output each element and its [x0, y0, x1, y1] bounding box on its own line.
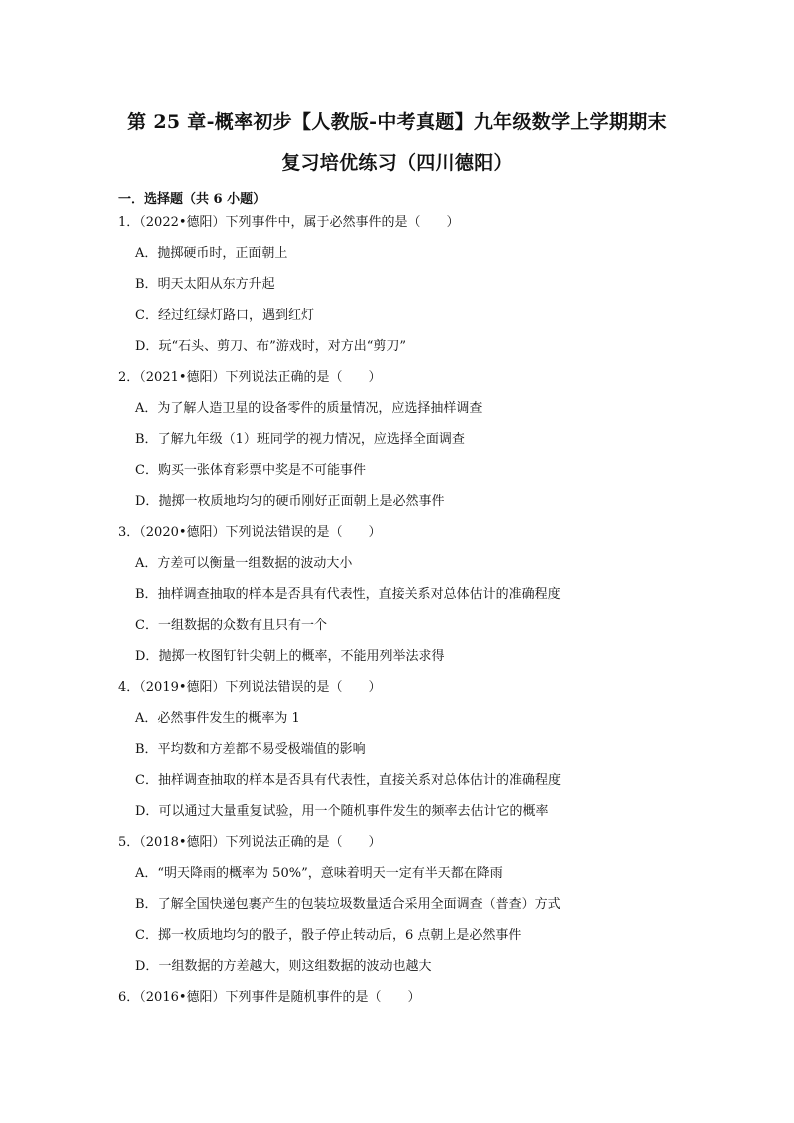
option-letter: A． — [135, 866, 158, 881]
option-letter: B． — [135, 277, 158, 292]
document-title-line-1: 第 25 章-概率初步【人教版-中考真题】九年级数学上学期期末 — [127, 111, 667, 133]
question-source: （2021•德阳） — [139, 370, 226, 385]
question-5 — [118, 833, 718, 864]
option-letter: A． — [135, 556, 158, 571]
question-5-option-d — [118, 957, 718, 988]
option-text: “明天降雨的概率为 50%”，意味着明天一定有半天都在降雨 — [157, 866, 503, 881]
question-4 — [118, 678, 718, 709]
option-letter: A． — [135, 401, 158, 416]
option-letter: C． — [135, 928, 158, 943]
question-2-option-a — [118, 399, 718, 430]
question-1 — [118, 213, 718, 244]
question-2-option-b — [118, 430, 718, 461]
question-5-option-b — [118, 895, 718, 926]
option-text: 必然事件发生的概率为 1 — [157, 711, 300, 726]
option-letter: C． — [135, 463, 158, 478]
question-3 — [118, 523, 718, 554]
question-3-option-b — [118, 585, 718, 616]
question-5-option-a — [118, 864, 718, 895]
question-3-option-c — [118, 616, 718, 647]
question-4-option-d — [118, 802, 718, 833]
option-text: 抛掷一枚图钉针尖朝上的概率，不能用列举法求得 — [158, 649, 445, 664]
option-text: 一组数据的方差越大，则这组数据的波动也越大 — [158, 959, 432, 974]
option-letter: D． — [135, 649, 159, 664]
option-text: 可以通过大量重复试验，用一个随机事件发生的频率去估计它的概率 — [158, 804, 549, 819]
option-text: 抛掷一枚质地均匀的硬币刚好正面朝上是必然事件 — [158, 494, 445, 509]
question-source: （2018•德阳） — [139, 835, 226, 850]
option-text: 掷一枚质地均匀的骰子，骰子停止转动后，6 点朝上是必然事件 — [157, 928, 522, 943]
question-4-option-b — [118, 740, 718, 771]
question-number: 2． — [118, 370, 140, 385]
question-2 — [118, 368, 718, 399]
option-letter: D． — [135, 959, 159, 974]
option-text: 抽样调查抽取的样本是否具有代表性，直接关系对总体估计的准确程度 — [157, 587, 561, 602]
option-letter: D． — [135, 339, 159, 354]
option-text: 平均数和方差都不易受极端值的影响 — [157, 742, 366, 757]
option-letter: A． — [135, 711, 158, 726]
option-letter: A． — [135, 246, 158, 261]
question-stem: 下列说法正确的是（ ） — [225, 370, 382, 385]
option-letter: D． — [135, 494, 159, 509]
question-stem: 下列说法正确的是（ ） — [225, 835, 382, 850]
question-stem: 下列说法错误的是（ ） — [225, 680, 382, 695]
question-3-option-d — [118, 647, 718, 678]
option-text: 抛掷硬币时，正面朝上 — [157, 246, 288, 261]
document-title-line-2: 复习培优练习（四川德阳） — [281, 152, 513, 174]
question-3-option-a — [118, 554, 718, 585]
option-letter: B． — [135, 432, 158, 447]
question-2-option-c — [118, 461, 718, 492]
question-source: （2022•德阳） — [139, 215, 226, 230]
option-letter: C． — [135, 618, 158, 633]
question-2-option-d — [118, 492, 718, 523]
question-source: （2019•德阳） — [139, 680, 226, 695]
option-letter: B． — [135, 742, 158, 757]
option-text: 玩“石头、剪刀、布”游戏时，对方出“剪刀” — [158, 339, 407, 354]
option-letter: C． — [135, 308, 158, 323]
option-letter: B． — [135, 897, 158, 912]
question-4-option-a — [118, 709, 718, 740]
option-text: 为了解人造卫星的设备零件的质量情况，应选择抽样调查 — [157, 401, 483, 416]
option-text: 抽样调查抽取的样本是否具有代表性，直接关系对总体估计的准确程度 — [157, 773, 561, 788]
option-text: 了解九年级（1）班同学的视力情况，应选择全面调查 — [157, 432, 465, 447]
question-number: 6． — [118, 990, 140, 1005]
question-1-option-d — [118, 337, 718, 368]
section-heading: 一．选择题（共 6 小题） — [118, 192, 267, 207]
question-number: 4． — [118, 680, 140, 695]
question-source: （2020•德阳） — [139, 525, 226, 540]
question-1-option-b — [118, 275, 718, 306]
question-4-option-c — [118, 771, 718, 802]
question-6 — [118, 988, 718, 1019]
option-text: 明天太阳从东方升起 — [157, 277, 275, 292]
question-number: 1． — [118, 215, 140, 230]
question-source: （2016•德阳） — [139, 990, 226, 1005]
question-5-option-c — [118, 926, 718, 957]
question-number: 5． — [118, 835, 140, 850]
question-list — [118, 213, 718, 1019]
question-number: 3． — [118, 525, 140, 540]
option-text: 购买一张体育彩票中奖是不可能事件 — [157, 463, 366, 478]
option-text: 一组数据的众数有且只有一个 — [157, 618, 327, 633]
option-text: 了解全国快递包裹产生的包装垃圾数量适合采用全面调查（普查）方式 — [157, 897, 561, 912]
option-text: 方差可以衡量一组数据的波动大小 — [157, 556, 353, 571]
question-stem: 下列说法错误的是（ ） — [225, 525, 382, 540]
option-letter: C． — [135, 773, 158, 788]
question-1-option-a — [118, 244, 718, 275]
option-letter: B． — [135, 587, 158, 602]
question-1-option-c — [118, 306, 718, 337]
option-letter: D． — [135, 804, 159, 819]
question-stem: 下列事件是随机事件的是（ ） — [225, 990, 421, 1005]
option-text: 经过红绿灯路口，遇到红灯 — [157, 308, 314, 323]
question-stem: 下列事件中，属于必然事件的是（ ） — [225, 215, 460, 230]
